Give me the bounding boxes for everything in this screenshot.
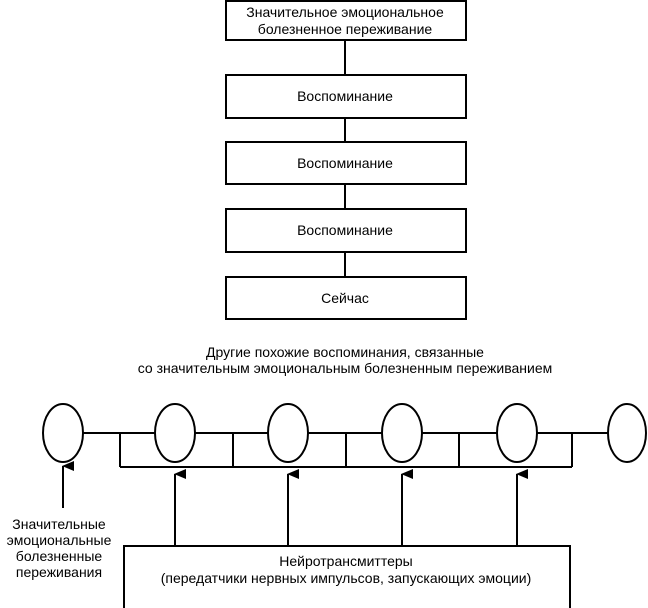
memory-box-3-label: Воспоминание [297,222,393,238]
now-box-label: Сейчас [321,290,369,306]
memory-node-1 [155,404,195,462]
experience-box-line1: Значительное эмоциональное [246,4,444,20]
neurotransmitters-title: Нейротрансмиттеры [279,553,413,569]
left-label-line2: эмоциональные [6,532,112,548]
memory-box-2-label: Воспоминание [297,155,393,171]
experience-node-left [43,404,83,462]
caption-line1: Другие похожие воспоминания, связанные [206,344,484,360]
left-label-line1: Значительные [12,516,106,532]
memory-box-1-label: Воспоминание [297,88,393,104]
memory-node-2 [268,404,308,462]
memory-node-4 [497,404,537,462]
experience-box-line2: болезненное переживание [257,21,433,37]
caption-line2: со значительным эмоциональным болезненным переживанием [137,360,553,376]
memory-node-3 [382,404,422,462]
left-label-line4: переживания [15,564,103,580]
memory-node-5 [608,404,646,462]
left-label-line3: болезненные [15,548,103,564]
neurotransmitters-subtitle: (передатчики нервных импульсов, запускающих эмоции) [160,570,532,586]
